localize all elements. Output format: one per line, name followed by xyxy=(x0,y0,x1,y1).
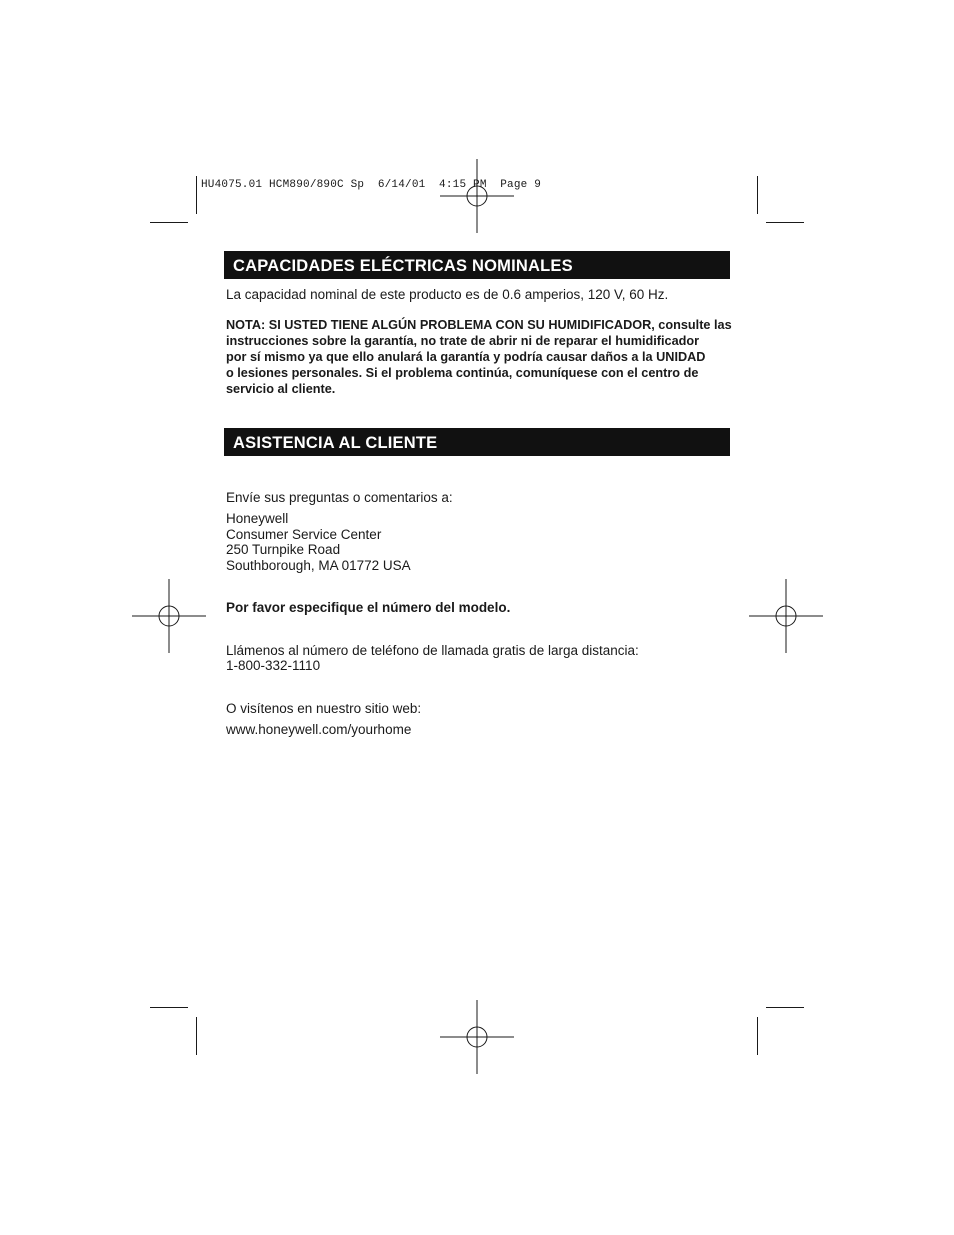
model-number-request: Por favor especifique el número del modelo. xyxy=(226,600,511,615)
note-line: por sí mismo ya que ello anulará la garantía y podría causar daños a la UNIDAD xyxy=(226,350,706,364)
send-intro-text: Envíe sus preguntas o comentarios a: xyxy=(226,490,453,505)
address-line: Honeywell xyxy=(226,511,289,526)
crop-mark-top-right-horizontal xyxy=(766,222,804,223)
address-line: Consumer Service Center xyxy=(226,527,382,542)
printer-slug: HU4075.01 HCM890/890C Sp 6/14/01 4:15 PM Page 9 xyxy=(201,179,542,191)
web-intro-text: O visítenos en nuestro sitio web: xyxy=(226,701,422,716)
note-line: NOTA: SI USTED TIENE ALGÚN PROBLEMA CON SU HUMIDIFICADOR, consulte las xyxy=(226,318,732,332)
note-line: o lesiones personales. Si el problema continúa, comuníquese con el centro de xyxy=(226,366,699,380)
registration-mark-bottom-icon xyxy=(440,1000,514,1074)
electrical-rating-text: La capacidad nominal de este producto es de 0.6 amperios, 120 V, 60 Hz. xyxy=(226,287,669,302)
registration-mark-top-icon xyxy=(440,159,514,233)
address-line: 250 Turnpike Road xyxy=(226,542,341,557)
note-line: servicio al cliente. xyxy=(226,382,336,396)
section-heading-customer-assistance: ASISTENCIA AL CLIENTE xyxy=(224,428,730,456)
crop-mark-bottom-left-horizontal xyxy=(150,1007,188,1008)
registration-mark-right-icon xyxy=(749,579,823,653)
crop-mark-bottom-right-horizontal xyxy=(766,1007,804,1008)
note-line: instrucciones sobre la garantía, no trate de abrir ni de reparar el humidificador xyxy=(226,334,700,348)
crop-mark-bottom-right-vertical xyxy=(757,1017,758,1055)
call-intro-text: Llámenos al número de teléfono de llamada gratis de larga distancia: xyxy=(226,643,639,658)
crop-mark-top-left-horizontal xyxy=(150,222,188,223)
address-line: Southborough, MA 01772 USA xyxy=(226,558,411,573)
website-link[interactable]: www.honeywell.com/yourhome xyxy=(226,722,412,737)
registration-mark-left-icon xyxy=(132,579,206,653)
section-heading-electrical-ratings: CAPACIDADES ELÉCTRICAS NOMINALES xyxy=(224,251,730,279)
crop-mark-top-right-vertical xyxy=(757,176,758,214)
phone-number: 1-800-332-1110 xyxy=(226,658,321,673)
crop-mark-top-left-vertical xyxy=(196,176,197,214)
crop-mark-bottom-left-vertical xyxy=(196,1017,197,1055)
